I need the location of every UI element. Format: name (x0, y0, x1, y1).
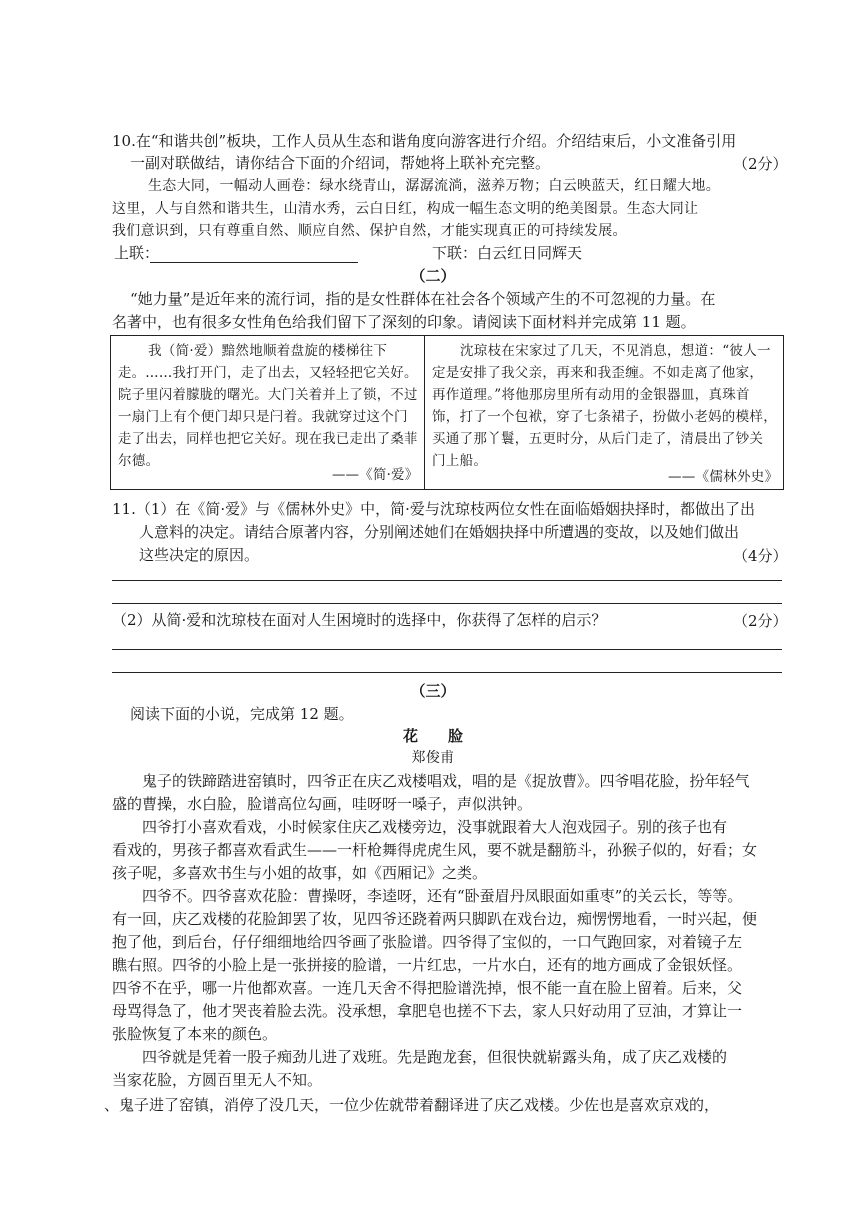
q11-p1-line-1: 11.（1）在《简·爱》与《儒林外史》中，简·爱与沈琼枝两位女性在面临婚姻抉择时，都做出了出 (112, 500, 755, 518)
q11-p1-answer-line-1[interactable] (112, 580, 782, 581)
upper-couplet-label: 上联： (114, 244, 160, 262)
q10-line-1: 10.在“和谐共创”板块，工作人员从生态和谐角度向游客进行介绍。介绍结束后，小文准备引用 (112, 132, 737, 150)
jane-eyre-line-4: 一扇门上有个便门却只是闩着。我就穿过这个门 (118, 409, 408, 425)
story-line: 有一回，庆乙戏楼的花脸卸罢了妆，见四爷还跷着两只脚趴在戏台边，痴愣愣地看，一时兴起，便 (112, 910, 758, 928)
jane-eyre-line-5: 走了出去，同样也把它关好。现在我已走出了桑菲 (118, 431, 418, 447)
story-line: 瞧右照。四爷的小脸上是一张拼接的脸谱，一片红忠，一片水白，还有的地方画成了金银妖怪。 (112, 956, 743, 974)
story-line: 、鬼子进了窑镇，消停了没几天，一位少佐就带着翻译进了庆乙戏楼。少佐也是喜欢京戏的， (104, 1096, 720, 1114)
story-line: 张脸恢复了本来的颜色。 (112, 1025, 278, 1043)
material-divider (424, 335, 425, 490)
story-line: 抱了他，到后台，仔仔细细地给四爷画了张脸谱。四爷得了宝似的，一口气跑回家，对着镜子左 (112, 933, 743, 951)
section-2-intro-line-1: “她力量”是近年来的流行词，指的是女性群体在社会各个领域产生的不可忽视的力量。在 (130, 290, 716, 308)
q11-p1-line-3: 这些决定的原因。 (139, 546, 260, 564)
story-line: 四爷不在乎，哪一片他都欢喜。一连几天舍不得把脸谱洗掉，恨不能一直在脸上留着。后来，父 (112, 979, 743, 997)
story-line: 看戏的，男孩子都喜欢看武生——一杆枪舞得虎虎生风，要不就是翻筋斗，孙猴子似的，好看；女 (112, 841, 758, 859)
story-line: 鬼子的铁蹄踏进窑镇时，四爷正在庆乙戏楼唱戏，唱的是《捉放曹》。四爷唱花脸，扮年轻气 (112, 772, 750, 790)
rulin-line-1: 沈琼枝在宋家过了几天，不见消息，想道：“彼人一 (460, 343, 771, 359)
q11-p2-score: （2分） (733, 612, 788, 630)
q10-line-2: 一副对联做结，请你结合下面的介绍词，帮她将上联补充完整。 (130, 154, 551, 172)
rulin-line-4: 饰，打了一个包袱，穿了七条裙子，扮做小老妈的模样， (432, 409, 777, 425)
q10-intro-line-2: 这里，人与自然和谐共生，山清水秀，云白日红，构成一幅生态文明的绝美图景。生态大同让 (112, 201, 699, 217)
upper-couplet-answer-line[interactable] (150, 262, 358, 263)
rulin-line-3: 再作道理。”将他那房里所有动用的金银器皿，真珠首 (432, 387, 750, 403)
q10-score: （2分） (733, 155, 788, 173)
jane-eyre-line-1: 我（简·爱）黯然地顺着盘旋的楼梯往下 (148, 343, 388, 359)
story-title: 花 脸 (402, 727, 463, 745)
story-line: 孩子呢，多喜欢书生与小姐的故事，如《西厢记》之类。 (112, 864, 488, 882)
story-line: 四爷不。四爷喜欢花脸：曹操呀，李逵呀，还有“卧蚕眉丹凤眼面如重枣”的关云长，等等。 (112, 887, 743, 905)
rulin-source: ——《儒林外史》 (668, 469, 779, 485)
q11-p1-answer-line-2[interactable] (112, 603, 782, 604)
story-line: 当家花脸，方圆百里无人不知。 (112, 1071, 323, 1089)
section-3-heading: （三） (410, 682, 456, 700)
jane-eyre-source: ——《简·爱》 (332, 467, 419, 483)
story-line: 母骂得急了，他才哭丧着脸去洗。没承想，拿肥皂也搓不下去，家人只好动用了豆油，才算让一 (112, 1002, 743, 1020)
story-line: 四爷就是凭着一股子痴劲儿进了戏班。先是跑龙套，但很快就崭露头角，成了庆乙戏楼的 (112, 1048, 728, 1066)
lower-couplet: 下联：白云红日同辉天 (432, 244, 583, 262)
section-3-intro: 阅读下面的小说，完成第 12 题。 (130, 705, 354, 723)
q10-intro-line-3: 我们意识到，只有尊重自然、顺应自然、保护自然，才能实现真正的可持续发展。 (112, 223, 627, 239)
rulin-line-2: 定是安排了我父亲，再来和我歪缠。不如走离了他家， (432, 365, 764, 381)
q10-intro-line-1: 生态大同，一幅动人画卷：绿水绕青山，潺潺流淌，滋养万物；白云映蓝天，红日耀大地。 (148, 178, 720, 194)
rulin-line-5: 买通了那丫鬟，五更时分，从后门走了，清晨出了钞关 (432, 431, 764, 447)
section-2-heading: （二） (410, 267, 456, 285)
story-line: 四爷打小喜欢看戏，小时候家住庆乙戏楼旁边，没事就跟着大人泡戏园子。别的孩子也有 (112, 818, 728, 836)
q11-p2-answer-line-2[interactable] (112, 672, 782, 673)
story-line: 盛的曹操，水白脸，脸谱高位勾画，哇呀呀一嗓子，声似洪钟。 (112, 795, 533, 813)
jane-eyre-line-3: 院子里闪着朦胧的曙光。大门关着并上了锁，不过 (118, 387, 418, 403)
section-2-intro-line-2: 名著中，也有很多女性角色给我们留下了深刻的印象。请阅读下面材料并完成第 11 题。 (112, 313, 696, 331)
q11-p2: （2）从简·爱和沈琼枝在面对人生困境时的选择中，你获得了怎样的启示？ (112, 611, 607, 629)
jane-eyre-line-2: 走。……我打开门，走了出去，又轻轻把它关好。 (118, 365, 418, 381)
story-author: 郑俊甫 (411, 750, 455, 766)
q11-p1-line-2: 人意料的决定。请结合原著内容，分别阐述她们在婚姻抉择中所遭遇的变故，以及她们做出 (139, 523, 740, 541)
jane-eyre-line-6: 尔德。 (118, 453, 160, 469)
q11-p2-answer-line-1[interactable] (112, 649, 782, 650)
rulin-line-6: 门上船。 (432, 453, 488, 469)
q11-p1-score: （4分） (733, 547, 788, 565)
